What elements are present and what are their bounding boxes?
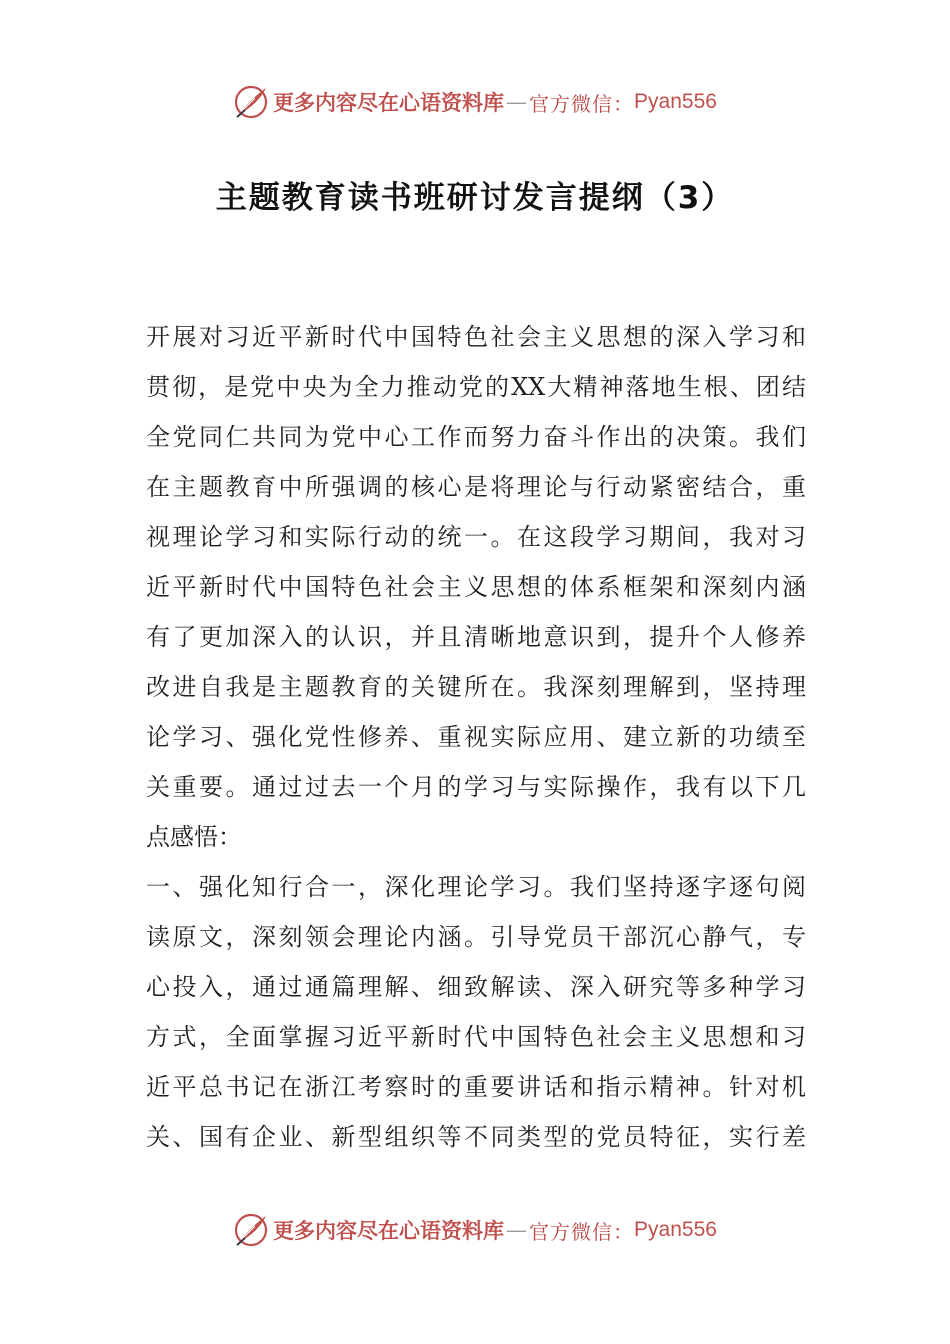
quill-logo-icon [233,1212,269,1248]
document-title: 主题教育读书班研讨发言提纲（3） [215,180,735,216]
document-body [146,314,806,1164]
banner-text: 更多内容尽在心语资料库 [273,90,505,115]
body-line: 方式，全面掌握习近平新时代中国特色社会主义思想和习 [146,1023,806,1051]
quill-logo-icon [233,84,269,120]
footer-banner [0,1210,950,1250]
body-line: 一、强化知行合一，深化理论学习。我们坚持逐字逐句阅 [146,873,806,901]
banner-wechat-id: Pyan556 [634,1218,717,1241]
banner-wechat-id: Pyan556 [634,90,717,113]
body-line: 近平总书记在浙江考察时的重要讲话和指示精神。针对机 [146,1073,806,1101]
body-line: 贯彻，是党中央为全力推动党的XX大精神落地生根、团结 [146,373,806,401]
body-line: 关重要。通过过去一个月的学习与实际操作，我有以下几 [146,773,806,801]
banner-text: 更多内容尽在心语资料库 [273,1218,505,1243]
body-line: 点感悟： [146,823,242,851]
body-line: 有了更加深入的认识，并且清晰地意识到，提升个人修养 [146,623,806,651]
header-banner [0,82,950,122]
body-line: 心投入，通过通篇理解、细致解读、深入研究等多种学习 [146,973,806,1001]
body-line: 全党同仁共同为党中心工作而努力奋斗作出的决策。我们 [146,423,806,451]
body-line: 开展对习近平新时代中国特色社会主义思想的深入学习和 [146,323,806,351]
body-line: 论学习、强化党性修养、重视实际应用、建立新的功绩至 [146,723,806,751]
body-line: 在主题教育中所强调的核心是将理论与行动紧密结合，重 [146,473,806,501]
body-line: 近平新时代中国特色社会主义思想的体系框架和深刻内涵 [146,573,806,601]
body-line: 改进自我是主题教育的关键所在。我深刻理解到，坚持理 [146,673,806,701]
body-line: 关、国有企业、新型组织等不同类型的党员特征，实行差 [146,1123,806,1151]
body-line: 视理论学习和实际行动的统一。在这段学习期间，我对习 [146,523,806,551]
body-line: 读原文，深刻领会理论内涵。引导党员干部沉心静气，专 [146,923,806,951]
banner-wechat-label: 官方微信： [529,1219,635,1244]
banner-dash: — [506,90,528,114]
banner-dash: — [506,1218,528,1242]
banner-wechat-label: 官方微信： [529,91,635,116]
